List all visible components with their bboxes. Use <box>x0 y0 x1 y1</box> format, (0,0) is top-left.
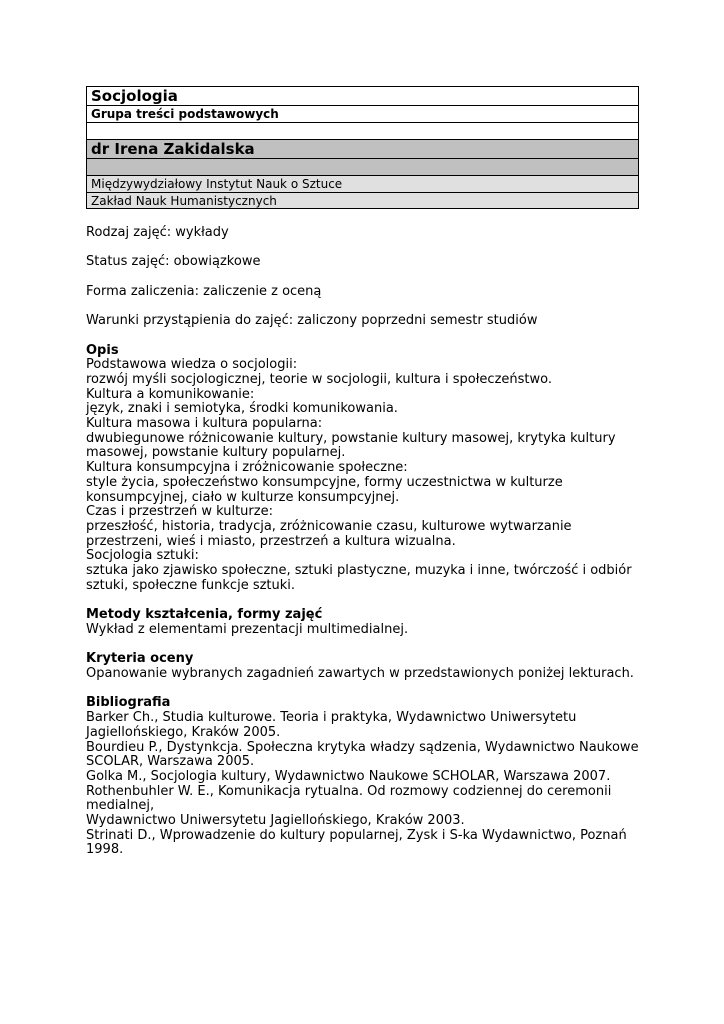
department-name: Zakład Nauk Humanistycznych <box>86 192 639 209</box>
lecturer-name: dr Irena Zakidalska <box>86 139 639 158</box>
text-line: Kultura masowa i kultura popularna: <box>86 416 323 432</box>
text-line: język, znaki i semiotyka, środki komunikowania. <box>86 401 398 417</box>
course-title: Socjologia <box>86 86 639 105</box>
text-line: Opanowanie wybranych zagadnień zawartych w przedstawionych poniżej lekturach. <box>86 666 634 681</box>
text-line: Socjologia sztuki: <box>86 548 199 564</box>
section-heading: Bibliografia <box>86 695 171 711</box>
bibliography-entry: Barker Ch., Studia kulturowe. Teoria i praktyka, Wydawnictwo Uniwersytetu Jagiellońskiego, Kraków 2005. <box>86 710 577 740</box>
course-group: Grupa treści podstawowych <box>86 105 639 122</box>
empty-row <box>86 122 639 139</box>
assessment-form: Forma zaliczenia: zaliczenie z oceną <box>86 283 322 299</box>
entry-conditions: Warunki przystąpienia do zajęć: zaliczony poprzedni semestr studiów <box>86 313 538 329</box>
text-line: Kultura a komunikowanie: <box>86 386 255 402</box>
text-line: Podstawowa wiedza o socjologii: <box>86 357 298 373</box>
section-heading: Kryteria oceny <box>86 651 194 667</box>
section-kryteria <box>86 652 646 681</box>
document-body <box>86 226 646 873</box>
text-line: Wykład z elementami prezentacji multimedialnej. <box>86 621 409 637</box>
section-heading: Opis <box>86 342 119 358</box>
text-line: rozwój myśli socjologicznej, teorie w socjologii, kultura i społeczeństwo. <box>86 371 552 387</box>
empty-row-shaded <box>86 158 639 175</box>
bibliography-entry: Strinati D., Wprowadzenie do kultury popularnej, Zysk i S-ka Wydawnictwo, Poznań 1998. <box>86 827 627 858</box>
bibliography-entry: Golka M., Socjologia kultury, Wydawnictwo Naukowe SCHOLAR, Warszawa 2007. <box>86 768 611 784</box>
text-line: sztuka jako zjawisko społeczne, sztuki plastyczne, muzyka i inne, twórczość i odbiór sztuki, społeczne funkcje sztuki. <box>86 563 632 593</box>
course-header-table <box>86 86 639 209</box>
course-status: Status zajęć: obowiązkowe <box>86 254 261 270</box>
bibliography-entry: Rothenbuhler W. E., Komunikacja rytualna. Od rozmowy codziennej do ceremonii medialnej, <box>86 783 612 814</box>
text-line: dwubiegunowe różnicowanie kultury, powstanie kultury masowej, krytyka kultury masowej, powstanie kultury popularnej. <box>86 430 616 461</box>
text-line: Kultura konsumpcyjna i zróżnicowanie społeczne: <box>86 460 408 476</box>
section-heading: Metody kształcenia, formy zajęć <box>86 607 323 623</box>
section-opis <box>86 344 646 594</box>
section-metody <box>86 608 646 637</box>
course-type: Rodzaj zajęć: wykłady <box>86 225 229 240</box>
institute-name: Międzywydziałowy Instytut Nauk o Sztuce <box>86 175 639 192</box>
section-bibliografia <box>86 696 646 858</box>
text-line: przeszłość, historia, tradycja, zróżnicowanie czasu, kulturowe wytwarzanie przestrzeni, wieś i miasto, przestrzeń a kultura wizualna. <box>86 519 572 549</box>
bibliography-entry: Bourdieu P., Dystynkcja. Społeczna krytyka władzy sądzenia, Wydawnictwo Naukowe SCOLAR, Warszawa 2005. <box>86 739 639 770</box>
text-line: Czas i przestrzeń w kulturze: <box>86 504 273 520</box>
text-line: style życia, społeczeństwo konsumpcyjne, formy uczestnictwa w kulturze konsumpcyjnej, ciało w kulturze konsumpcyjnej. <box>86 474 563 505</box>
bibliography-entry: Wydawnictwo Uniwersytetu Jagiellońskiego, Kraków 2003. <box>86 813 465 829</box>
